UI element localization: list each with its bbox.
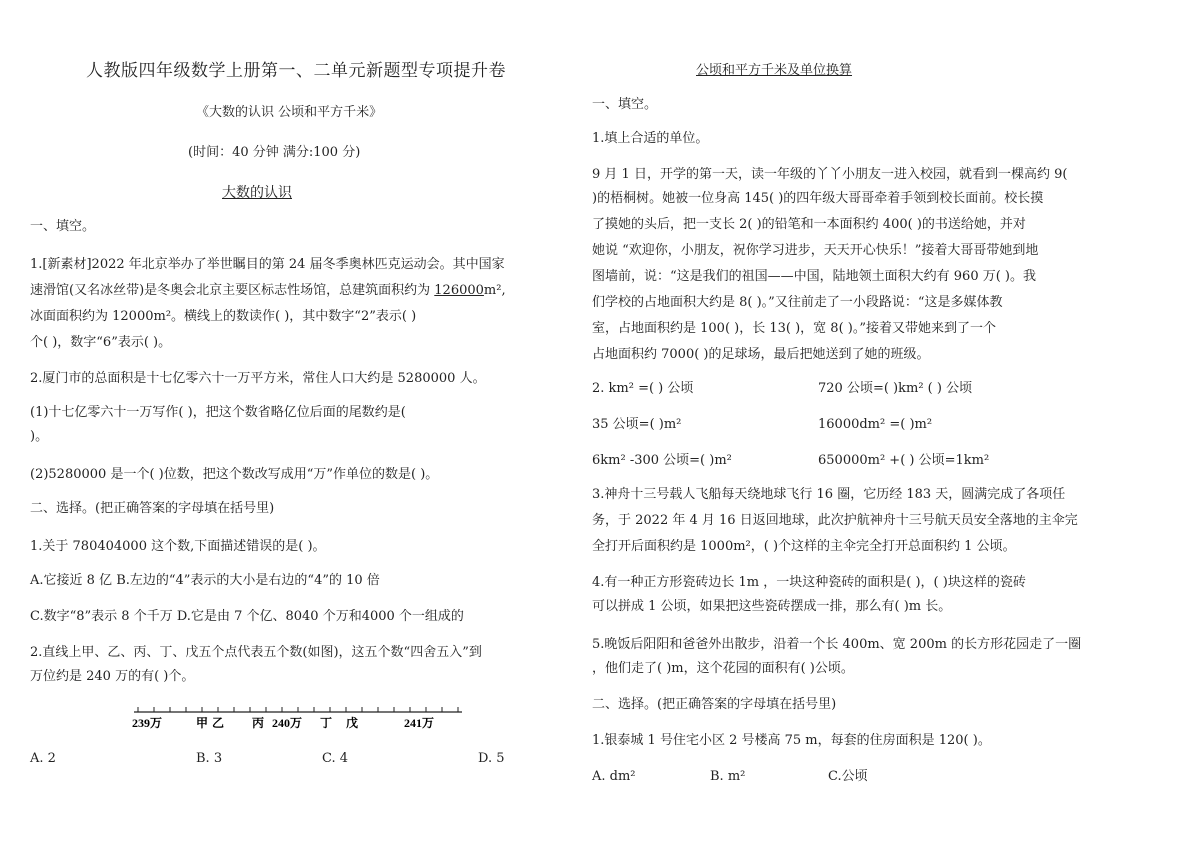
part2-heading: 二、选择。(把正确答案的字母填在括号里) xyxy=(30,501,275,516)
q1-line3: 冰面面积约为 12000m²。横线上的数读作( )，其中数字“2”表示( ) xyxy=(30,309,417,324)
q2-line1: 2.厦门市的总面积是十七亿零六十一万平方米，常住人口大约是 5280000 人。 xyxy=(30,371,486,386)
r-c1-option-a: A. dm² xyxy=(592,769,636,784)
q1-line2-unit: m², xyxy=(483,283,506,298)
r-p6: 们学校的占地面积大约是 8( )。”又往前走了一小段路说：“这是多媒体教 xyxy=(592,295,1003,310)
number-line-svg xyxy=(130,700,470,734)
q2-line4: (2)5280000 是一个( )位数，把这个数改写成用“万”作单位的数是( )。 xyxy=(30,467,439,482)
label-239: 239万 xyxy=(132,716,163,730)
c2-option-b: B. 3 xyxy=(196,751,223,766)
q1-line1: 1.[新素材]2022 年北京举办了举世瞩目的第 24 届冬季奥林匹克运动会。其中国家 xyxy=(30,257,505,272)
r-q2-row3a: 6km² -300 公顷=( )m² xyxy=(592,453,732,468)
label-wu: 戊 xyxy=(346,716,359,730)
r-p3: 了摸她的头后，把一支长 2( )的铅笔和一本面积约 400( )的书送给她，并对 xyxy=(592,217,1026,232)
r-c1-option-c: C.公顷 xyxy=(828,769,868,784)
label-yi: 乙 xyxy=(212,716,225,730)
right-part1-heading: 一、填空。 xyxy=(592,97,658,112)
c2-option-c: C. 4 xyxy=(322,751,349,766)
r-p4: 她说 “欢迎你，小朋友，祝你学习进步，天天开心快乐！”接着大哥哥带她到地 xyxy=(592,243,1039,258)
subtitle: 《大数的认识 公顷和平方千米》 xyxy=(196,105,383,120)
label-ding: 丁 xyxy=(320,716,333,730)
r-q2-row1b: 720 公顷=( )km² ( ) 公顷 xyxy=(818,381,973,396)
label-bing: 丙 xyxy=(252,716,265,730)
r-c1-question: 1.银泰城 1 号住宅小区 2 号楼高 75 m，每套的住房面积是 120( )。 xyxy=(592,733,991,748)
r-q2-row2a: 35 公顷=( )m² xyxy=(592,417,682,432)
q1-line2 xyxy=(30,282,506,300)
section-heading: 大数的认识 xyxy=(222,185,292,201)
q1-underlined-number: 126000 xyxy=(434,283,484,298)
r-p5: 图墙前，说：“这是我们的祖国——中国，陆地领土面积大约有 960 万( )。我 xyxy=(592,269,1036,284)
label-240: 240万 xyxy=(272,716,303,730)
r-q5-line1: 5.晚饭后阳阳和爸爸外出散步，沿着一个长 400m、宽 200m 的长方形花园走了一圈 xyxy=(592,637,1082,652)
r-p7: 室，占地面积约是 100( )，长 13( )，宽 8( )。”接着又带她来到了一个 xyxy=(592,321,996,336)
c1-options-ab: A.它接近 8 亿 B.左边的“4”表示的大小是右边的“4”的 10 倍 xyxy=(30,573,380,588)
r-p2: )的梧桐树。她被一位身高 145( )的四年级大哥哥牵着手领到校长面前。校长摸 xyxy=(592,191,1044,206)
r-c1-option-b: B. m² xyxy=(710,769,746,784)
right-heading: 公顷和平方千米及单位换算 xyxy=(696,63,853,78)
right-part2-heading: 二、选择。(把正确答案的字母填在括号里) xyxy=(592,697,837,712)
part1-heading: 一、填空。 xyxy=(30,219,96,234)
r-q3-line1: 3.神舟十三号载人飞船每天绕地球飞行 16 圈，它历经 183 天，圆满完成了各项任 xyxy=(592,487,1066,502)
label-241: 241万 xyxy=(404,716,435,730)
label-jia: 甲 xyxy=(196,716,209,730)
r-q1: 1.填上合适的单位。 xyxy=(592,131,709,146)
c1-question: 1.关于 780404000 这个数,下面描述错误的是( )。 xyxy=(30,539,326,554)
r-q2-row1a: 2. km² =( ) 公顷 xyxy=(592,381,694,396)
c2-line1: 2.直线上甲、乙、丙、丁、戊五个点代表五个数(如图)，这五个数“四舍五入”到 xyxy=(30,645,482,660)
r-q4-line2: 可以拼成 1 公顷，如果把这些瓷砖摆成一排，那么有( )m 长。 xyxy=(592,599,952,614)
c1-options-cd: C.数字“8”表示 8 个千万 D.它是由 7 个亿、8040 个万和4000 个一组成的 xyxy=(30,609,464,624)
r-q4-line1: 4.有一种正方形瓷砖边长 1m ，一块这种瓷砖的面积是( )，( )块这样的瓷砖 xyxy=(592,575,1026,590)
r-p8: 占地面积约 7000( )的足球场，最后把她送到了她的班级。 xyxy=(592,347,930,362)
page-title: 人教版四年级数学上册第一、二单元新题型专项提升卷 xyxy=(86,61,506,81)
c2-option-d: D. 5 xyxy=(478,751,505,766)
q2-line3: )。 xyxy=(30,429,49,444)
r-q3-line3: 全打开后面积约是 1000m²，( )个这样的主伞完全打开总面积约 1 公顷。 xyxy=(592,539,1016,554)
c2-option-a: A. 2 xyxy=(30,751,56,766)
r-p1: 9 月 1 日，开学的第一天，读一年级的丫丫小朋友一进入校园，就看到一棵高约 9( xyxy=(592,167,1068,182)
q1-line2-text: 速滑馆(又名冰丝带)是冬奥会北京主要区标志性场馆，总建筑面积约为 xyxy=(30,283,435,298)
c2-line2: 万位约是 240 万的有( )个。 xyxy=(30,669,195,684)
r-q2-row3b: 650000m² +( ) 公顷=1km² xyxy=(818,453,990,468)
time-info: (时间：40 分钟 满分:100 分) xyxy=(188,145,361,160)
r-q2-row2b: 16000dm² =( )m² xyxy=(818,417,933,432)
q2-line2: (1)十七亿零六十一万写作( )，把这个数省略亿位后面的尾数约是( xyxy=(30,405,406,420)
r-q3-line2: 务，于 2022 年 4 月 16 日返回地球，此次护航神舟十三号航天员安全落地的主伞完 xyxy=(592,513,1078,528)
r-q5-line2: ，他们走了( )m，这个花园的面积有( )公顷。 xyxy=(592,661,854,676)
number-line-figure xyxy=(130,700,470,734)
q1-line4: 个( )，数字“6”表示( )。 xyxy=(30,335,172,350)
